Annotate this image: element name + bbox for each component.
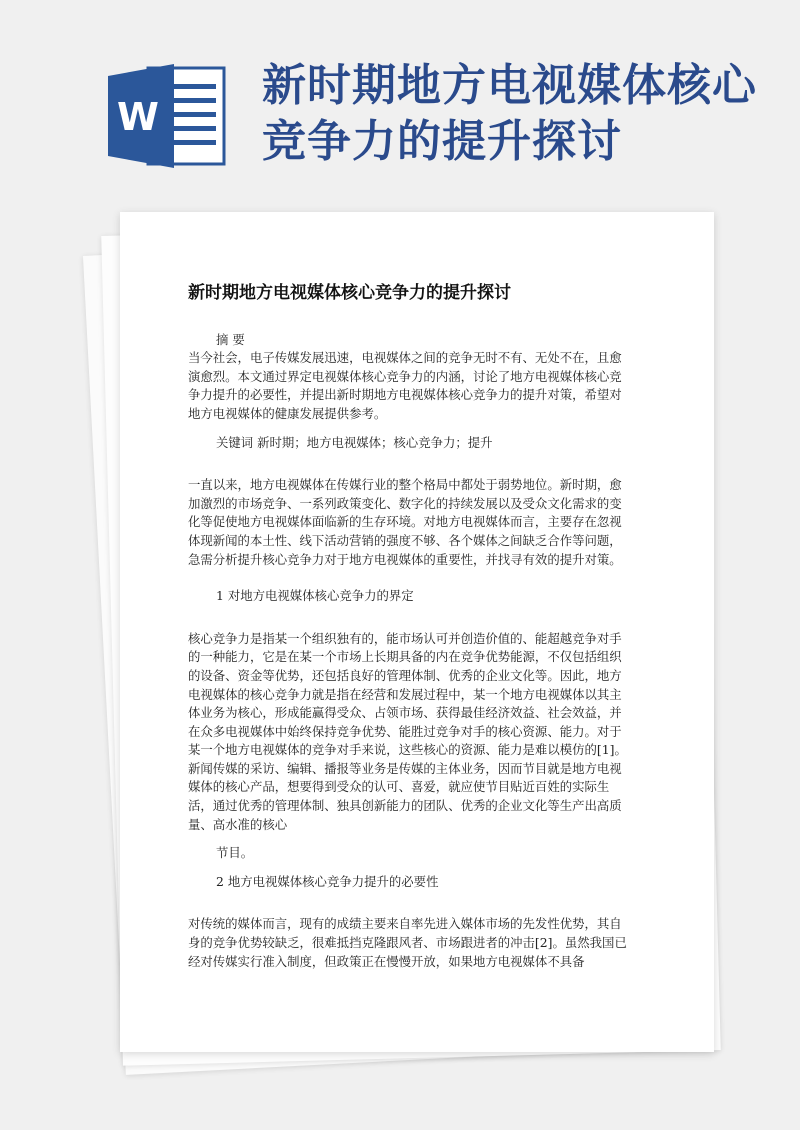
section2-heading: 2 地方电视媒体核心竞争力提升的必要性 [216, 873, 439, 889]
intro-paragraph: 一直以来，地方电视媒体在传媒行业的整个格局中都处于弱势地位。新时期，愈加激烈的市场竞争、一系列政策变化、数字化的持续发展以及受众文化需求的变化等促使地方电视媒体面临新的生存环境。对地方电视媒体而言，主要存在忽视体现新闻的本土性、线下活动营销的强度不够、各个媒体之间缺乏合作等问题，急需分析提升核心竞争力对于地方电视媒体的重要性，并找寻有效的提升对策。 [188, 477, 622, 567]
document-content [188, 272, 628, 971]
word-document-icon [108, 64, 226, 168]
section1-tail: 节目。 [216, 845, 254, 861]
abstract-text: 当今社会，电子传媒发展迅速，电视媒体之间的竞争无时不有、无处不在，且愈演愈烈。本文通过界定电视媒体核心竞争力的内涵，讨论了地方电视媒体核心竞争力提升的必要性，并提出新时期地方电视媒体核心竞争力的提升对策，希望对地方电视媒体的健康发展提供参考。 [188, 350, 622, 421]
section2-paragraph: 对传统的媒体而言，现有的成绩主要来自率先进入媒体市场的先发性优势，其自身的竞争优势较缺乏，很难抵挡克隆跟风者、市场跟进者的冲击[2]。虽然我国已经对传媒实行准入制度，但政策正在慢慢开放，如果地方电视媒体不具备 [188, 916, 627, 969]
banner-title: 新时期地方电视媒体核心竞争力的提升探讨 [262, 60, 757, 167]
section1-heading: 1 对地方电视媒体核心竞争力的界定 [216, 588, 414, 604]
document-title: 新时期地方电视媒体核心竞争力的提升探讨 [188, 283, 511, 303]
section1-paragraph: 核心竞争力是指某一个组织独有的，能市场认可并创造价值的、能超越竞争对手的一种能力，它是在某一个市场上长期具备的内在竞争优势能源，不仅包括组织的设备、资金等优势，还包括良好的管理体制、优秀的企业文化等。因此，地方电视媒体的核心竞争力就是指在经营和发展过程中，某一个地方电视媒体以其主体业务为核心，形成能赢得受众、占领市场、获得最佳经济效益、社会效益，并在众多电视媒体中始终保持竞争优势、能胜过竞争对手的核心资源、能力。对于某一个地方电视媒体的竞争对手来说，这些核心的资源、能力是难以模仿的[1]。新闻传媒的采访、编辑、播报等业务是传媒的主体业务，因而节目就是地方电视媒体的核心产品，想要得到受众的认可、喜爱，就应使节目贴近百姓的实际生活，通过优秀的管理体制、独具创新能力的团队、优秀的企业文化等生产出高质量、高水准的核心 [188, 630, 627, 832]
document-page [120, 212, 714, 1052]
word-icon-letter: W [117, 95, 159, 139]
abstract-label: 摘 要 [216, 331, 245, 347]
keywords: 关键词 新时期；地方电视媒体；核心竞争力；提升 [216, 434, 493, 450]
